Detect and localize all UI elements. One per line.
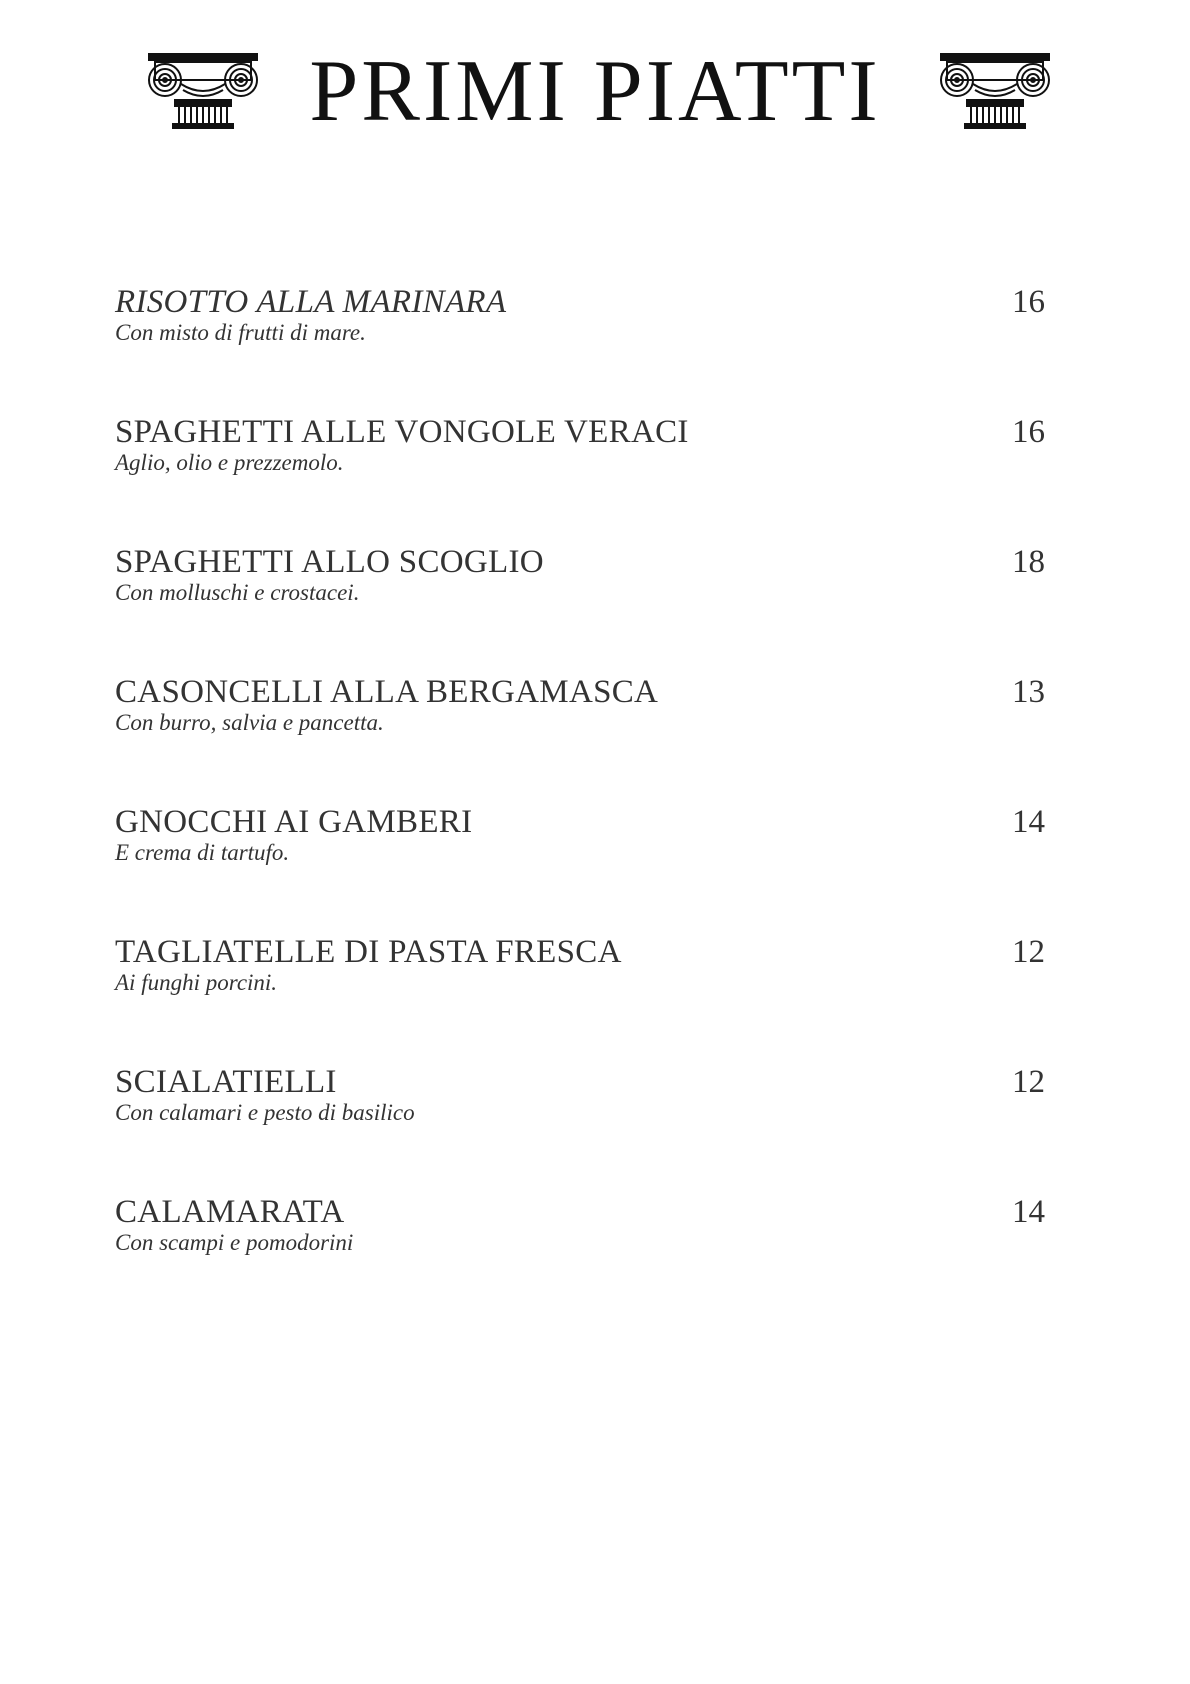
dish-price: 13	[1012, 674, 1045, 710]
dish-description: Ai funghi porcini.	[115, 970, 278, 995]
dish-price: 12	[1012, 934, 1045, 970]
dish-description: Con scampi e pomodorini	[115, 1230, 354, 1255]
dish-name: SPAGHETTI ALLE VONGOLE VERACI	[115, 414, 689, 450]
page-title: PRIMI PIATTI	[309, 43, 881, 140]
dish-price: 12	[1012, 1064, 1045, 1100]
menu-item	[115, 283, 1045, 413]
dish-description: Con burro, salvia e pancetta.	[115, 710, 384, 735]
dish-name: CALAMARATA	[115, 1194, 345, 1230]
dish-name: RISOTTO ALLA MARINARA	[115, 284, 507, 320]
dish-name: GNOCCHI AI GAMBERI	[115, 804, 473, 840]
menu-item	[115, 1193, 1045, 1323]
dish-price: 14	[1012, 1194, 1045, 1230]
dish-price: 14	[1012, 804, 1045, 840]
ionic-capital-icon	[937, 50, 1053, 130]
menu-item	[115, 673, 1045, 803]
dish-name: SPAGHETTI ALLO SCOGLIO	[115, 544, 544, 580]
menu-item	[115, 413, 1045, 543]
dish-price: 18	[1012, 544, 1045, 580]
dish-name: SCIALATIELLI	[115, 1064, 337, 1100]
menu-item	[115, 933, 1045, 1063]
dish-name: TAGLIATELLE DI PASTA FRESCA	[115, 934, 622, 970]
menu-header	[0, 40, 1190, 140]
dish-name: CASONCELLI ALLA BERGAMASCA	[115, 674, 659, 710]
menu-list	[115, 283, 1045, 1323]
menu-item	[115, 803, 1045, 933]
menu-item	[115, 543, 1045, 673]
menu-item	[115, 1063, 1045, 1193]
dish-price: 16	[1012, 284, 1045, 320]
dish-description: Aglio, olio e prezzemolo.	[115, 450, 344, 475]
dish-description: E crema di tartufo.	[115, 840, 290, 865]
dish-description: Con misto di frutti di mare.	[115, 320, 366, 345]
dish-price: 16	[1012, 414, 1045, 450]
dish-description: Con molluschi e crostacei.	[115, 580, 360, 605]
dish-description: Con calamari e pesto di basilico	[115, 1100, 415, 1125]
